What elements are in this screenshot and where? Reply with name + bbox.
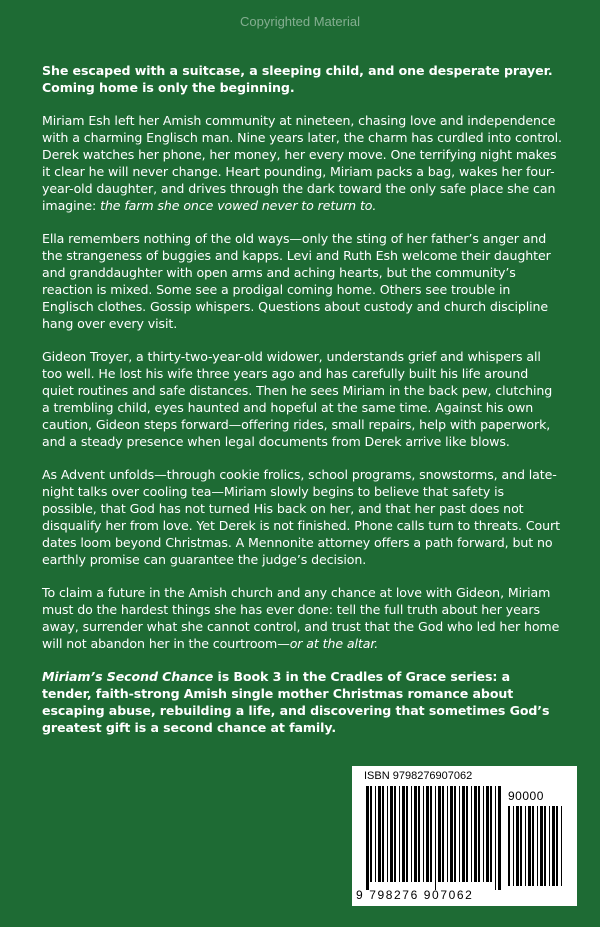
addon-bar	[532, 806, 534, 886]
barcode-bar	[442, 786, 444, 882]
addon-bar	[513, 806, 514, 886]
barcode-bar	[483, 786, 484, 882]
barcode-bar	[418, 786, 420, 882]
paragraph-5-italic: or at the altar.	[289, 636, 379, 651]
addon-bars	[508, 806, 568, 886]
paragraph-6	[42, 668, 562, 736]
barcode-bar	[490, 786, 492, 882]
barcode-bar	[411, 786, 412, 882]
paragraph-2: Ella remembers nothing of the old ways—only the sting of her father’s anger and the strangeness of buggies and kapps. Levi and Ruth Esh welcome their daughter and granddaughter with open arms and aching hearts, but the community’s reaction is mixed. Some see a prodigal coming home. Others see trouble in Englisch clothes. Gossip whispers. Questions about custody and church discipline hang over every visit.	[42, 231, 551, 331]
paragraph-1-text: Miriam Esh left her Amish community at nineteen, chasing love and independence with a charming Englisch man. Nine years later, the charm has curdled into control. Derek watches her phone, her money, her every move. One terrifying night makes it clear he will never change. Heart pounding, Miriam packs a bag, wakes her four-year-old daughter, and drives through the dark toward the only safe place she can imagine:	[42, 113, 562, 213]
copyright-watermark: Copyrighted Material	[240, 14, 360, 29]
barcode-bar	[402, 786, 405, 882]
paragraph-1-italic: the farm she once vowed never to return to.	[100, 198, 377, 213]
back-cover-copy	[42, 62, 562, 752]
addon-bar	[508, 806, 510, 886]
barcode-bar	[426, 786, 429, 882]
barcode-bar	[423, 786, 424, 882]
barcode-bar	[394, 786, 396, 882]
barcode-bar	[390, 786, 393, 882]
barcode-bar	[378, 786, 381, 882]
barcode-bar	[370, 786, 372, 882]
addon-bar	[549, 806, 550, 886]
addon-bar	[520, 806, 522, 886]
barcode-bar	[478, 786, 480, 882]
barcode-bar	[406, 786, 408, 882]
isbn-label: ISBN 9798276907062	[364, 770, 473, 782]
tagline: She escaped with a suitcase, a sleeping child, and one desperate prayer. Coming home is only the beginning.	[42, 63, 553, 95]
barcode-bar	[459, 786, 460, 882]
isbn-barcode	[352, 766, 577, 906]
addon-bar	[552, 806, 555, 886]
paragraph-3: Gideon Troyer, a thirty-two-year-old widower, understands grief and whispers all too well. He lost his wife three years ago and has carefully built his life around quiet routines and safe distances. Then he sees Miriam in the back pew, clutching a trembling child, eyes haunted and hopeful at the same time. Against his own caution, Gideon steps forward—offering rides, small repairs, help with paperwork, and a steady presence when legal documents from Derek arrive like blows.	[42, 349, 553, 449]
ean13-bars	[366, 786, 502, 890]
barcode-bar	[486, 786, 489, 882]
price-code: 90000	[508, 789, 544, 803]
paragraph-5-text: To claim a future in the Amish church and any chance at love with Gideon, Miriam must do the hardest things she has ever done: tell the full truth about her years away, surrender what she cannot control, and trust that the God who led her home will not abandon her in the courtroom—	[42, 585, 560, 651]
barcode-bar	[454, 786, 456, 882]
book-title: Miriam’s Second Chance	[42, 669, 214, 684]
barcode-bar	[474, 786, 477, 882]
barcode-bar	[387, 786, 388, 882]
barcode-bar	[498, 786, 501, 890]
barcode-bar	[430, 786, 432, 882]
barcode-bar	[447, 786, 448, 882]
addon-bar	[528, 806, 531, 886]
barcode-bar	[435, 786, 436, 890]
barcode-bar	[450, 786, 453, 882]
barcode-bar	[471, 786, 472, 882]
paragraph-6-text: is Book 3 in the Cradles of Grace series: a tender, faith-strong Amish single mother Christmas romance about escaping abuse, rebuilding a life, and discovering that sometimes God’s greatest gift is a second chance at family.	[42, 669, 550, 735]
barcode-bar	[438, 786, 441, 882]
barcode-digits: 9 798276 907062	[356, 888, 474, 902]
addon-bar	[525, 806, 526, 886]
barcode-bar	[366, 786, 369, 890]
barcode-bar	[466, 786, 468, 882]
addon-bar	[544, 806, 546, 886]
addon-bar	[537, 806, 538, 886]
barcode-bar	[462, 786, 465, 882]
addon-bar	[561, 806, 562, 886]
barcode-bar	[375, 786, 376, 882]
barcode-bar	[382, 786, 384, 882]
paragraph-5	[42, 584, 562, 652]
paragraph-1	[42, 112, 562, 214]
addon-bar	[556, 806, 558, 886]
paragraph-4: As Advent unfolds—through cookie frolics, school programs, snowstorms, and late-night talks over cooling tea—Miriam slowly begins to believe that safety is possible, that God has not turned His back on her, and that her past does not disqualify her from love. Yet Derek is not finished. Phone calls turn to threats. Court dates loom beyond Christmas. A Mennonite attorney offers a path forward, but no earthly promise can guarantee the judge’s decision.	[42, 467, 560, 567]
barcode-bar	[495, 786, 496, 890]
addon-bar	[516, 806, 519, 886]
barcode-bar	[414, 786, 417, 882]
barcode-bar	[399, 786, 400, 882]
addon-bar	[540, 806, 543, 886]
